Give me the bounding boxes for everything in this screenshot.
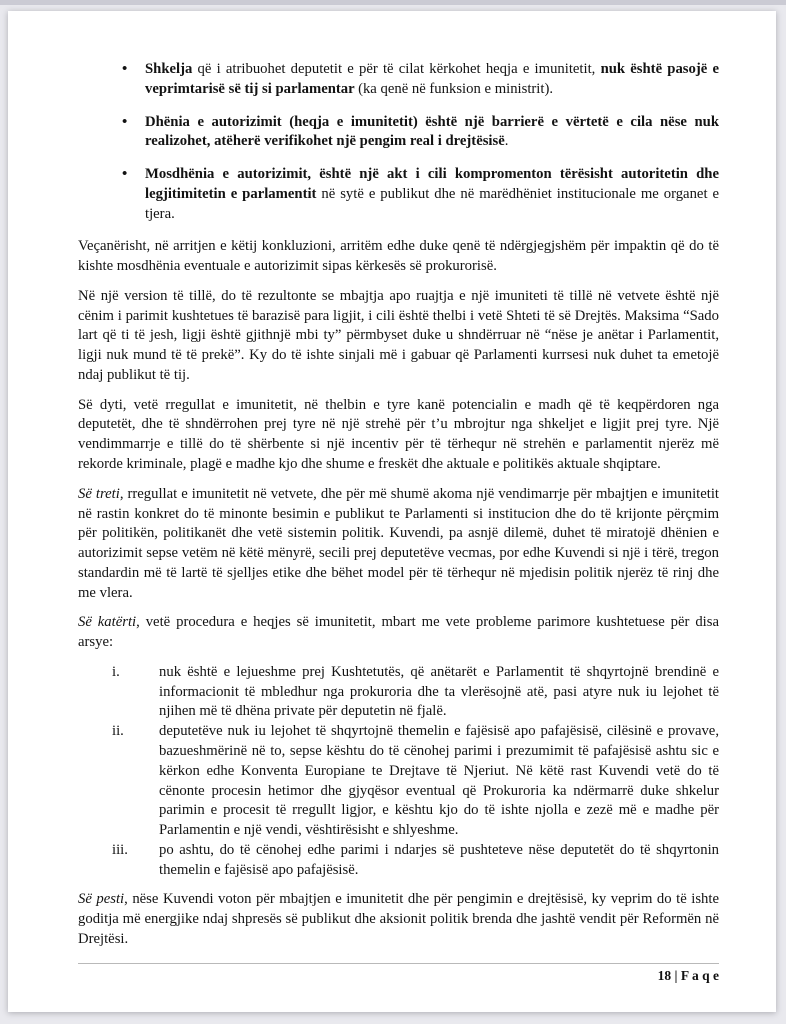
document-page [8, 11, 776, 1012]
paragraph [78, 287, 719, 386]
paragraph-lead: Së pesti [78, 891, 125, 908]
bullet-item [145, 60, 719, 100]
paragraph-text: , nëse Kuvendi voton për mbajtjen e imunitetit dhe për pengimin e drejtësisë, ky veprim do të ishte goditja më energjike ndaj shpresës së publikut dhe aksionit politik brenda dhe jashtë vendit për Reformën në Drejtësi. [78, 891, 719, 947]
bullet-item [145, 113, 719, 153]
page-footer [78, 963, 719, 985]
roman-item-text: nuk është e lejueshme prej Kushtetutës, që anëtarët e Parlamentit të shqyrtojnë brendinë e informacionit të mbledhur nga prokuroria dhe ta vlerësojnë atë, pasi atyre nuk iu lejohet të njihen më të dhëna private për deputetin në fjalë. [159, 663, 719, 720]
roman-item-text: deputetëve nuk iu lejohet të shqyrtojnë themelin e fajësisë apo pafajësisë, cilësinë e provave, bazueshmërinë në to, sepse kështu do të cënohej parimi i prezumimit të pafajësisë ashtu sic e kërkon edhe Konventa Europiane te Drejtave të Njeriut. Në këtë rast Kuvendi vetë do të cënonte procesin hetimor dhe gjyqësor eventual që Prokuroria ka ndërmarrë duke shkelur parimin e procesit të rregullt ligjor, e kështu kjo do të ishte njolla e zezë më e madhe për Parlamentin e një vendi, vështirësisht e shlyeshme. [159, 723, 719, 839]
paragraph-text: , vetë procedura e heqjes së imunitetit, mbart me vete probleme parimore kushtetuese për disa arsye: [78, 614, 719, 651]
paragraph [78, 613, 719, 653]
paragraph-lead: Së treti [78, 485, 120, 502]
paragraph [78, 396, 719, 475]
bullet-text: (ka qenë në funksion e ministrit). [358, 80, 554, 97]
scan-edge [0, 0, 786, 5]
paragraph [78, 237, 719, 277]
bullet-text-bold: Shkelja [145, 61, 193, 77]
roman-numeral-label: ii. [112, 723, 124, 740]
bullet-text: në sytë e publikut dhe në marëdhëniet institucionale me organet e tjera. [145, 185, 719, 222]
roman-list-item [78, 841, 719, 881]
bullet-list [78, 60, 719, 224]
page-number: 18 | F a q e [657, 967, 719, 983]
page-content [8, 11, 776, 985]
bullet-text: . [504, 133, 509, 150]
bullet-text-bold: Mosdhënia e autorizimit, është një akt i cili kompromenton tërësisht autoritetin dhe legjitimitetin e parlamentit [145, 166, 719, 202]
paragraph [78, 890, 719, 949]
bullet-item [145, 165, 719, 224]
bullet-text: që i atribuohet deputetit e për të cilat kërkohet heqja e imunitetit, [192, 61, 601, 77]
roman-list-item [78, 722, 719, 841]
roman-numeral-list [78, 663, 719, 880]
paragraph-lead: Së katërti [78, 614, 137, 631]
roman-numeral-label: i. [112, 663, 120, 680]
roman-item-text: po ashtu, do të cënohej edhe parimi i ndarjes së pushteteve nëse deputetët do të shqyrtonin themelin e fajësisë apo pafajësisë. [159, 841, 719, 878]
paragraph-text: Së dyti, vetë rregullat e imunitetit, në thelbin e tyre kanë potencialin e madh që të keqpërdoren nga deputetët, dhe të shndërrohen prej tyre në një strehë për t’u mbrojtur nga shkeljet e ligjit prej tyre. Një vendimmarrje e tillë do të shërbente si një incentiv për të tërhequr në strehën e parlamentit njerëz më rekorde kriminale, plagë e madhe kjo dhe shume e freskët dhe aktuale e politikës aktuale shqiptare. [78, 396, 719, 473]
paragraph [78, 485, 719, 604]
roman-numeral-label: iii. [112, 841, 128, 858]
paragraph-text: , rregullat e imunitetit në vetvete, dhe për më shumë akoma një vendimarrje për mbajtjen e imunitetit në rastin konkret do të minonte besimin e publikut te Parlamenti si institucion dhe do të krijonte përçmim për politikën, politikanët dhe vetë sistemin politik. Kuvendi, pa asnjë dilemë, duhet të miratojë dhënien e autorizimit sepse vetëm në këtë mënyrë, secili prej deputetëve vecmas, por edhe Kuvendi si një i tërë, tregon standardin më të lartë të sjelljes etike dhe bëhet model për të tërhequr në mjedisin politik njerëz të rinj dhe me vlera. [78, 485, 720, 601]
bullet-text-bold: Dhënia e autorizimit (heqja e imunitetit) është një barrierë e vërtetë e cila nëse nuk realizohet, atëherë verifikohet një pengim real i drejtësisë [145, 113, 719, 150]
roman-list-item [78, 663, 719, 722]
paragraph-text: Veçanërisht, në arritjen e këtij konkluzioni, arritëm edhe duke qenë të ndërgjegjshëm për impaktin që do të kishte mosdhënia eventuale e autorizimit sipas kërkesës së prokurorisë. [78, 238, 719, 275]
paragraph-text: Në një version të tillë, do të rezultonte se mbajtja apo ruajtja e një imuniteti të tillë në vetvete është një cënim i parimit kushtetues të barazisë para ligjit, i cili është thelbi i vetë Shteti të së Drejtës. Maksima “Sado lart që ti të jesh, ligji është gjithnjë mbi ty” përmbyset duke u shndërruar në “nëse je anëtar i Parlamentit, ligji nuk mund të të prekë”. Ky do të ishte sinjali më i gabuar që Parlamenti kurrsesi nuk duhet ta emetojë ndaj publikut të tij. [78, 287, 719, 383]
bullet-text-bold: nuk është pasojë e veprimtarisë së tij si parlamentar [145, 61, 720, 97]
